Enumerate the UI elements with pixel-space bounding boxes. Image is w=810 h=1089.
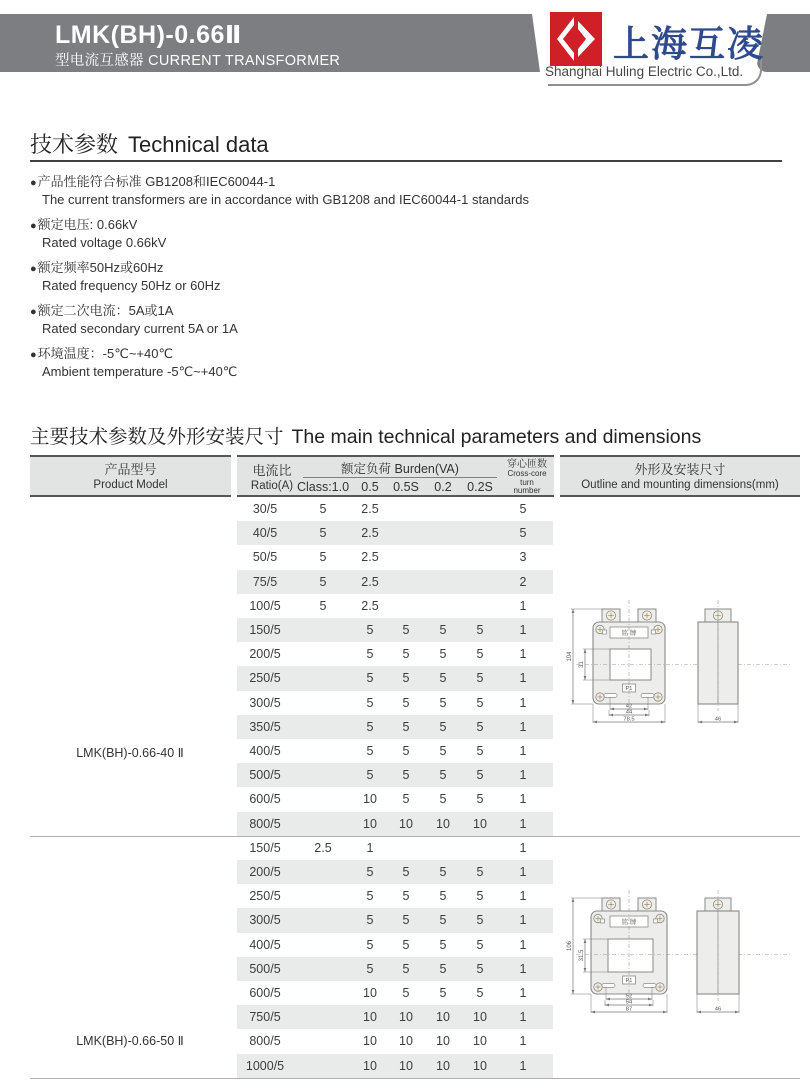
turns-cell: 1: [519, 647, 527, 662]
turns-cell: 1: [519, 671, 527, 686]
burden-cell: 5: [402, 671, 410, 686]
burden-cell: 5: [476, 937, 484, 952]
row-stripe: [237, 860, 553, 884]
table-row: [0, 836, 810, 860]
ratio-cell: 1000/5: [245, 1058, 285, 1073]
burden-cell: 5: [476, 961, 484, 976]
params-section-title: [30, 421, 701, 449]
burden-cell: 5: [476, 623, 484, 637]
ratio-cell: 250/5: [249, 671, 281, 686]
ratio-cell: 30/5: [252, 502, 278, 516]
ratio-cell: 300/5: [249, 913, 281, 928]
ratio-cell: 500/5: [249, 768, 281, 783]
col-header-turns: [500, 459, 554, 496]
burden-cell: 5: [439, 986, 447, 1000]
burden-underline: [303, 477, 497, 478]
dimension-label: 42: [625, 703, 633, 710]
row-stripe: [237, 812, 553, 836]
turns-cell: 5: [519, 502, 527, 516]
col-ratio-en: Ratio(A): [250, 480, 294, 492]
col-header-outline: [560, 455, 800, 497]
burden-cell: 5: [439, 913, 447, 928]
burden-cell: 5: [476, 719, 484, 734]
burden-cell: 10: [399, 1034, 413, 1049]
turns-cell: 1: [519, 1034, 527, 1049]
dimension-label: 46: [714, 1006, 722, 1013]
row-stripe: [237, 957, 553, 981]
burden-cell: 5: [476, 768, 484, 783]
ratio-cell: 800/5: [249, 816, 281, 831]
col-0-2: 0.2: [434, 480, 452, 494]
spec-zh: 额定电压: 0.66kV: [37, 217, 138, 232]
burden-cell: 10: [363, 1034, 377, 1049]
row-stripe: [237, 666, 553, 690]
table-row: [0, 521, 810, 545]
spec-zh: 环境温度：-5℃~+40℃: [37, 346, 174, 361]
burden-cell: 5: [439, 961, 447, 976]
ratio-cell: 800/5: [249, 1034, 281, 1049]
ratio-cell: 300/5: [249, 695, 281, 710]
ratio-cell: 400/5: [249, 744, 281, 758]
ratio-cell: 75/5: [252, 574, 278, 589]
params-title-cn: 主要技术参数及外形安装尺寸: [30, 426, 284, 448]
ratio-cell: 500/5: [249, 961, 281, 976]
tech-title-en: Technical data: [128, 132, 269, 157]
burden-cell: 10: [436, 1058, 450, 1073]
spec-zh: 产品性能符合标准 GB1208和IEC60044-1: [37, 174, 276, 189]
burden-en: Burden(VA): [394, 462, 459, 476]
burden-cell: 5: [402, 961, 410, 976]
burden-cell: 5: [319, 550, 327, 565]
burden-cell: 10: [436, 816, 450, 831]
burden-cell: 5: [439, 695, 447, 710]
ratio-cell: 150/5: [249, 840, 281, 855]
spec-en: The current transformers are in accordance with GB1208 and IEC60044-1 standards: [42, 191, 530, 207]
burden-cell: 5: [476, 865, 484, 879]
spec-bullet: [30, 346, 590, 379]
burden-cell: 10: [473, 1034, 487, 1049]
turns-cell: 1: [519, 986, 527, 1000]
turns-cn: 穿心匝数: [507, 459, 547, 470]
transformer-outline-drawing: [558, 882, 808, 1027]
dimension-label: 31: [579, 661, 585, 668]
spec-bullet: [30, 303, 590, 336]
turns-cell: 1: [519, 816, 527, 831]
row-stripe: [237, 521, 553, 545]
diamond-logo-icon: [550, 12, 602, 66]
turns-cell: 1: [519, 792, 527, 807]
burden-cell: 5: [366, 768, 374, 783]
burden-cn: 额定负荷: [341, 462, 392, 476]
burden-cell: 5: [402, 719, 410, 734]
burden-cell: 5: [476, 671, 484, 686]
burden-cell: 5: [366, 744, 374, 758]
burden-cell: 5: [366, 719, 374, 734]
burden-cell: 5: [319, 598, 327, 613]
col-header-burden: [303, 459, 497, 477]
burden-cell: 5: [402, 865, 410, 879]
col-header-data: [237, 455, 554, 497]
burden-cell: 2.5: [361, 574, 379, 589]
burden-cell: 5: [439, 768, 447, 783]
burden-cell: 5: [439, 744, 447, 758]
company-logo: [550, 12, 602, 66]
burden-cell: 5: [402, 647, 410, 662]
turns-cell: 1: [519, 695, 527, 710]
table-row: [0, 812, 810, 836]
table-row: [0, 763, 810, 787]
table-row: [0, 787, 810, 811]
burden-cell: 5: [402, 623, 410, 637]
burden-cell: 10: [363, 792, 377, 807]
burden-cell: 5: [402, 889, 410, 904]
turns-cell: 3: [519, 550, 527, 565]
turns-cell: 1: [519, 1058, 527, 1073]
col-product-cn: 产品型号: [104, 462, 157, 477]
burden-cell: 2.5: [361, 550, 379, 565]
row-stripe: [237, 1005, 553, 1029]
table-row: [0, 1054, 810, 1078]
burden-cell: 10: [436, 1034, 450, 1049]
col-ratio-cn: 电流比: [252, 463, 292, 478]
col-header-product-model: [30, 455, 231, 497]
turns-cell: 1: [519, 937, 527, 952]
burden-cell: 5: [319, 502, 327, 516]
burden-cell: 2.5: [314, 840, 332, 855]
burden-cell: 5: [366, 695, 374, 710]
turns-cell: 1: [519, 719, 527, 734]
burden-cell: 5: [476, 889, 484, 904]
ratio-cell: 150/5: [249, 623, 281, 637]
turns-cell: 1: [519, 623, 527, 637]
spec-en: Rated frequency 50Hz or 60Hz: [42, 277, 221, 293]
product-model-group1: LMK(BH)-0.66-40 Ⅱ: [76, 746, 184, 760]
turns-en1: Cross-core: [507, 469, 547, 478]
terminal-label: P1: [625, 686, 633, 692]
burden-cell: 10: [363, 1010, 377, 1025]
burden-cell: 5: [439, 889, 447, 904]
ratio-cell: 600/5: [249, 792, 281, 807]
turns-cell: 1: [519, 840, 527, 855]
burden-cell: 5: [476, 792, 484, 807]
burden-cell: 10: [473, 1010, 487, 1025]
burden-cell: 5: [439, 792, 447, 807]
burden-cell: 5: [439, 719, 447, 734]
product-model-group2: LMK(BH)-0.66-50 Ⅱ: [76, 1034, 184, 1048]
spec-en: Rated voltage 0.66kV: [42, 234, 167, 250]
burden-cell: 10: [399, 1010, 413, 1025]
params-title-en: The main technical parameters and dimensions: [291, 426, 702, 448]
burden-cell: 10: [363, 986, 377, 1000]
burden-cell: 5: [402, 792, 410, 807]
col-0-5s: 0.5S: [393, 480, 419, 494]
burden-cell: 5: [366, 647, 374, 662]
col-0-2s: 0.2S: [467, 480, 493, 494]
table-row: [0, 570, 810, 594]
burden-cell: 5: [476, 695, 484, 710]
spec-bullet: [30, 217, 590, 250]
burden-cell: 10: [399, 816, 413, 831]
turns-cell: 1: [519, 889, 527, 904]
spec-zh: 额定二次电流：5A或1A: [37, 303, 174, 318]
burden-cell: 5: [402, 744, 410, 758]
row-stripe: [237, 570, 553, 594]
turns-en3: number: [513, 486, 541, 495]
burden-cell: 2.5: [361, 526, 379, 541]
burden-cell: 5: [439, 865, 447, 879]
burden-cell: 10: [473, 1058, 487, 1073]
outline-drawing-50: [558, 882, 808, 1032]
spec-zh: 额定频率50Hz或60Hz: [37, 260, 164, 275]
ratio-cell: 250/5: [249, 889, 281, 904]
bullet-icon: ●: [30, 306, 37, 318]
ratio-cell: 750/5: [249, 1010, 281, 1025]
row-stripe: [237, 908, 553, 932]
burden-cell: 5: [402, 695, 410, 710]
turns-cell: 1: [519, 598, 527, 613]
table-row: [0, 497, 810, 521]
burden-cell: 5: [439, 623, 447, 637]
ratio-cell: 350/5: [249, 719, 281, 734]
burden-cell: 10: [399, 1058, 413, 1073]
terminal-label: P1: [625, 978, 633, 984]
turns-cell: 1: [519, 961, 527, 976]
burden-cell: 5: [366, 937, 374, 952]
row-stripe: [237, 715, 553, 739]
dimension-label: 87: [625, 1006, 633, 1013]
product-model-title: LMK(BH)-0.66Ⅱ: [55, 21, 242, 49]
col-class10: Class:1.0: [296, 480, 350, 494]
burden-cell: 5: [439, 647, 447, 662]
turns-cell: 1: [519, 744, 527, 758]
burden-cell: 5: [476, 913, 484, 928]
burden-cell: 5: [402, 768, 410, 783]
burden-cell: 5: [366, 913, 374, 928]
bullet-icon: ●: [30, 263, 37, 275]
spec-bullet: [30, 260, 590, 293]
burden-cell: 5: [319, 526, 327, 541]
burden-cell: 5: [476, 986, 484, 1000]
burden-cell: 5: [319, 574, 327, 589]
row-stripe: [237, 763, 553, 787]
brand-name-cn: 上海互凌: [613, 23, 766, 64]
col-product-en: Product Model: [93, 479, 168, 491]
burden-cell: 5: [366, 865, 374, 879]
burden-cell: 5: [366, 623, 374, 637]
burden-cell: 5: [366, 671, 374, 686]
turns-cell: 1: [519, 865, 527, 879]
burden-cell: 5: [402, 986, 410, 1000]
dimension-label: 44: [625, 709, 633, 716]
col-outline-cn: 外形及安装尺寸: [634, 462, 726, 477]
group-separator: [30, 836, 800, 837]
nameplate-label: 铭 牌: [621, 630, 637, 637]
dimension-label: 106: [567, 940, 573, 952]
burden-cell: 5: [366, 961, 374, 976]
row-stripe: [237, 1054, 553, 1078]
ratio-cell: 200/5: [249, 647, 281, 662]
spec-en: Rated secondary current 5A or 1A: [42, 320, 238, 336]
dimension-label: 31.5: [579, 949, 585, 962]
dimension-label: 52: [625, 993, 633, 1000]
ratio-cell: 40/5: [252, 526, 278, 541]
ratio-cell: 600/5: [249, 986, 281, 1000]
burden-cell: 5: [439, 671, 447, 686]
tech-section-title: [30, 128, 269, 159]
burden-cell: 10: [363, 816, 377, 831]
bullet-icon: ●: [30, 349, 37, 361]
burden-cell: 1: [366, 840, 374, 855]
turns-cell: 5: [519, 526, 527, 541]
section-rule: [30, 160, 782, 162]
table-row: [0, 545, 810, 569]
turns-cell: 1: [519, 768, 527, 783]
turns-cell: 1: [519, 913, 527, 928]
burden-cell: 5: [366, 889, 374, 904]
turns-en2: turn: [520, 477, 534, 487]
bullet-icon: ●: [30, 220, 37, 232]
dimension-label: 54: [625, 999, 633, 1006]
turns-cell: 2: [519, 574, 527, 589]
col-outline-en: Outline and mounting dimensions(mm): [581, 479, 779, 491]
burden-cell: 5: [402, 937, 410, 952]
outline-drawing-40: [558, 592, 808, 742]
burden-cell: 10: [363, 1058, 377, 1073]
table-row: [0, 860, 810, 884]
burden-cell: 5: [402, 913, 410, 928]
burden-cell: 2.5: [361, 598, 379, 613]
burden-cell: 10: [473, 816, 487, 831]
turns-cell: 1: [519, 1010, 527, 1025]
dimension-label: 104: [567, 651, 573, 662]
table-bottom-rule: [30, 1078, 800, 1079]
burden-cell: 5: [439, 937, 447, 952]
bullet-icon: ●: [30, 177, 37, 189]
ratio-cell: 50/5: [252, 550, 278, 565]
row-stripe: [237, 618, 553, 642]
transformer-outline-drawing: [558, 592, 808, 737]
ratio-cell: 200/5: [249, 865, 281, 879]
ratio-cell: 400/5: [249, 937, 281, 952]
product-subtitle: 型电流互感器 CURRENT TRANSFORMER: [55, 53, 341, 69]
dimension-label: 46: [714, 716, 722, 723]
burden-cell: 5: [476, 647, 484, 662]
tech-title-cn: 技术参数: [30, 132, 119, 157]
dimension-label: 78.5: [623, 716, 635, 723]
burden-cell: 5: [476, 744, 484, 758]
brand-name-en: Shanghai Huling Electric Co.,Ltd.: [545, 64, 744, 79]
spec-en: Ambient temperature -5℃~+40℃: [42, 363, 238, 379]
col-0-5: 0.5: [361, 480, 379, 494]
burden-cell: 10: [436, 1010, 450, 1025]
ratio-cell: 100/5: [249, 598, 281, 613]
burden-cell: 2.5: [361, 502, 379, 516]
spec-bullet: [30, 174, 590, 207]
nameplate-label: 铭 牌: [621, 919, 637, 926]
